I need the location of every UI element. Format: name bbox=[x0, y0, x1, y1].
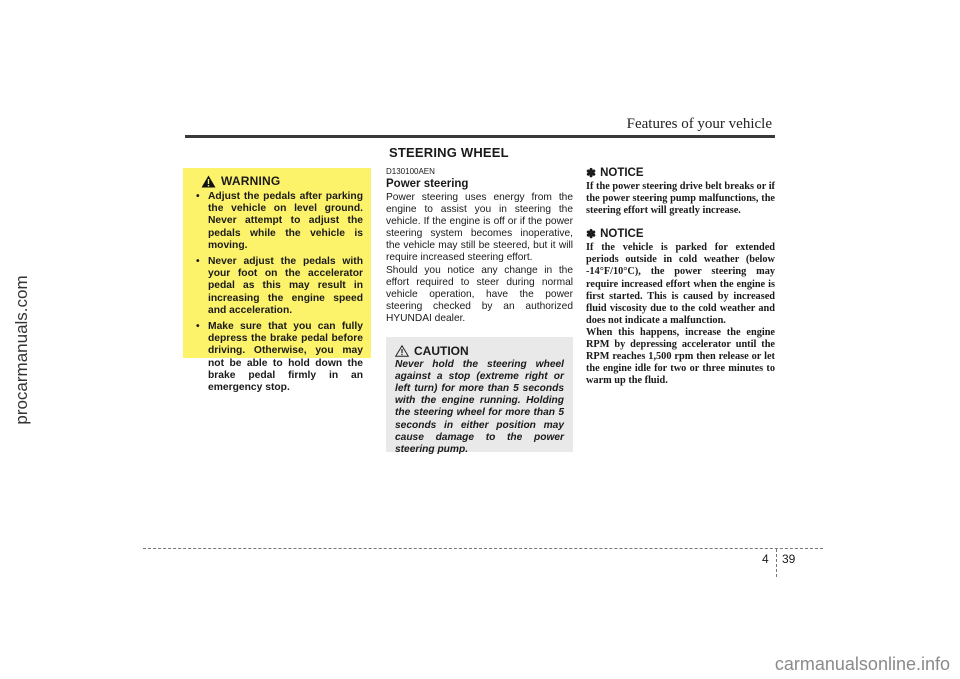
bottom-watermark: carmanualsonline.info bbox=[774, 654, 950, 674]
notice-text: If the power steering drive belt breaks or if the power steering pump malfunctions, the steering effort will greatly increase. bbox=[586, 181, 775, 217]
power-steering-paragraph-1: Power steering uses energy from the engine to assist you in steering the vehicle. If the engine is off or if the power steering system becomes inoperative, the vehicle may still be steered, but it will require increased steering effort. bbox=[386, 192, 573, 264]
notice-header bbox=[586, 227, 775, 241]
warning-header bbox=[201, 174, 363, 188]
side-watermark bbox=[2, 220, 42, 480]
notice-asterisk-icon: ✽ bbox=[586, 227, 597, 242]
caution-text: Never hold the steering wheel against a stop (extreme right or left turn) for more than 5 seconds with the engine running. Holding the steering wheel for more than 5 seconds in either position may cause damage to the power steering pump. bbox=[395, 359, 564, 455]
page-number: 39 bbox=[782, 552, 796, 566]
notice-header bbox=[586, 166, 775, 180]
notice-title: NOTICE bbox=[600, 228, 644, 241]
power-steering-paragraph-2: Should you notice any change in the effort required to steer during normal vehicle operation, have the power steering checked by an authorized HYUNDAI dealer. bbox=[386, 264, 573, 324]
footer-rule bbox=[143, 548, 823, 549]
page-number-separator bbox=[776, 549, 777, 577]
notice-asterisk-icon: ✽ bbox=[586, 166, 597, 180]
caution-triangle-icon bbox=[395, 345, 409, 357]
page-chapter-number: 4 bbox=[762, 552, 769, 566]
warning-list bbox=[191, 191, 363, 394]
warning-box bbox=[183, 168, 371, 394]
warning-title: WARNING bbox=[221, 174, 281, 188]
power-steering-heading: Power steering bbox=[386, 178, 469, 190]
notice-text-continued: When this happens, increase the engine RPM by depressing accelerator until the RPM reaches 1,500 rpm then release or let the engine idle for two or three minutes to warm up the fluid. bbox=[586, 326, 775, 387]
warning-triangle-icon bbox=[201, 175, 216, 188]
header-rule bbox=[185, 135, 775, 138]
notice-title: NOTICE bbox=[600, 167, 644, 179]
notices-column bbox=[586, 166, 775, 387]
warning-item: • Never adjust the pedals with your foot on the accelerator pedal as this may result in increasing the engine speed and acceleration. bbox=[191, 256, 363, 317]
side-watermark-text: procarmanuals.com bbox=[12, 275, 31, 425]
steering-column bbox=[386, 145, 573, 455]
caution-title: CAUTION bbox=[414, 344, 469, 359]
caution-box bbox=[386, 337, 573, 455]
warning-item: • Make sure that you can fully depress the brake pedal before driving. Otherwise, you may not be able to hold down the brake pedal firmly in an emergency stop. bbox=[191, 321, 363, 394]
section-code: D130100AEN bbox=[386, 167, 435, 176]
section-title: STEERING WHEEL bbox=[389, 145, 509, 160]
page-header-title: Features of your vehicle bbox=[626, 116, 772, 132]
notice-text: If the vehicle is parked for extended periods outside in cold weather (below -14°F/10°C), the power steering may require increased effort when the engine is first started. This is caused by increased fluid viscosity due to the cold weather and does not indicate a malfunction. bbox=[586, 242, 775, 326]
caution-header bbox=[395, 344, 564, 358]
warning-item: • Adjust the pedals after parking the vehicle on level ground. Never attempt to adjust the pedals while the vehicle is moving. bbox=[191, 191, 363, 252]
